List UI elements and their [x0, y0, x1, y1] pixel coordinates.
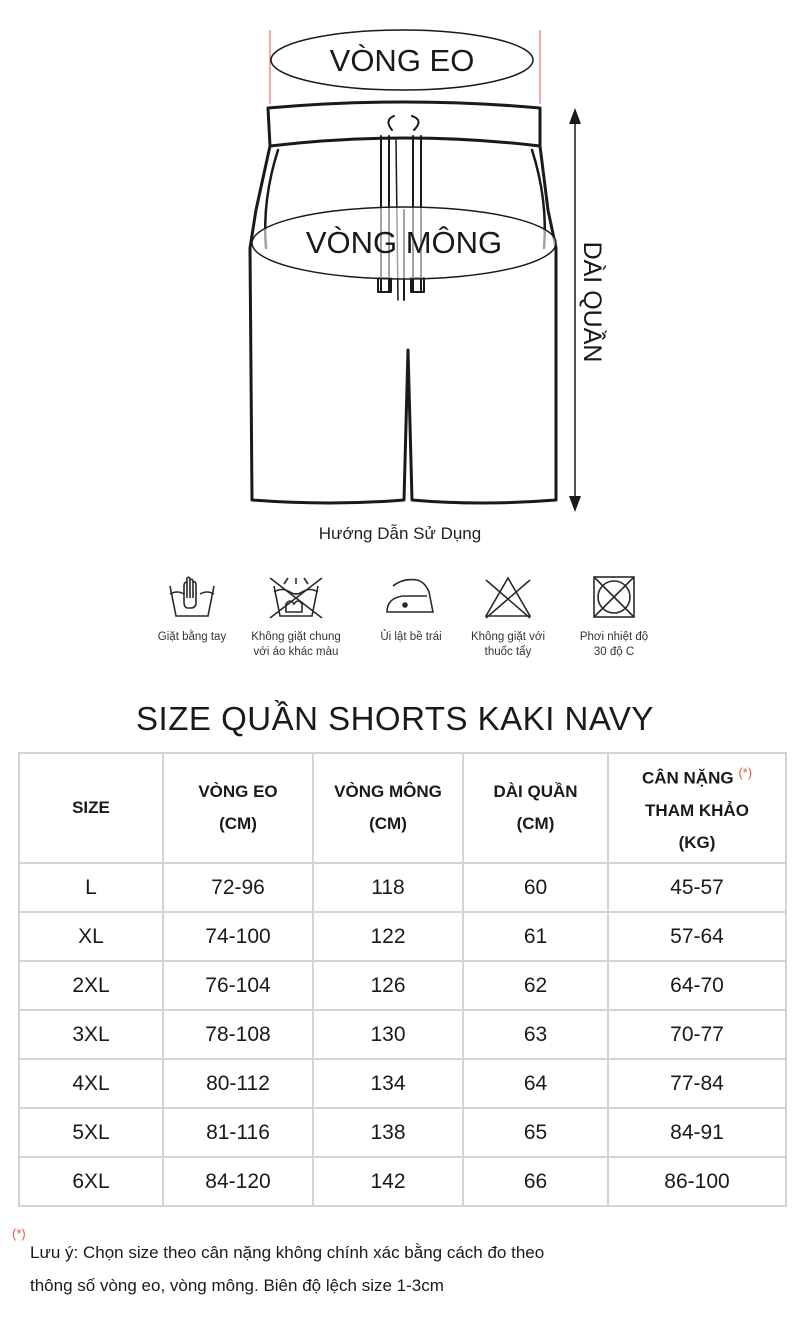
table-row [19, 961, 786, 1010]
care-label-line: Không giặt chung [251, 631, 341, 643]
header-length-unit: (CM) [516, 814, 555, 833]
care-item-no-bleach [448, 572, 568, 660]
cell-waist: 72-96 [163, 863, 313, 912]
cell-hip: 142 [313, 1157, 463, 1206]
tumble-dry-icon [589, 572, 639, 622]
header-waist-label: VÒNG EO [198, 782, 278, 801]
cell-length: 64 [463, 1059, 608, 1108]
care-label-line: Ủi lật bề trái [380, 631, 442, 643]
cell-hip: 130 [313, 1010, 463, 1059]
table-row [19, 1108, 786, 1157]
no-bleach-icon [480, 572, 536, 622]
no-mixed-wash-icon [266, 572, 326, 622]
cell-size: 5XL [19, 1108, 163, 1157]
header-hip [313, 753, 463, 863]
cell-waist: 81-116 [163, 1108, 313, 1157]
care-label-line: Giặt bằng tay [157, 631, 227, 643]
cell-hip: 126 [313, 961, 463, 1010]
cell-size: 6XL [19, 1157, 163, 1206]
table-row [19, 1059, 786, 1108]
iron-icon [383, 572, 439, 622]
header-size-label: SIZE [72, 798, 110, 817]
care-label-line: Phơi nhiệt độ [579, 631, 649, 643]
note-line: Lưu ý: Chọn size theo cân nặng không chính xác bằng cách đo theo [30, 1243, 545, 1262]
length-measurement [569, 108, 607, 512]
cell-weight: 77-84 [608, 1059, 786, 1108]
hand-wash-icon [167, 572, 217, 622]
table-row [19, 1157, 786, 1206]
size-chart-title: SIZE QUẦN SHORTS KAKI NAVY [136, 700, 654, 737]
cell-weight: 64-70 [608, 961, 786, 1010]
header-weight [608, 753, 786, 863]
table-row [19, 1010, 786, 1059]
header-weight-unit: (KG) [678, 832, 716, 852]
table-row [19, 863, 786, 912]
cell-waist: 76-104 [163, 961, 313, 1010]
care-label-line: với áo khác màu [253, 646, 339, 658]
care-item-hand-wash [132, 572, 252, 645]
hip-measurement [252, 207, 556, 279]
size-table-header-row [19, 753, 786, 863]
cell-size: 3XL [19, 1010, 163, 1059]
cell-size: 4XL [19, 1059, 163, 1108]
header-length [463, 753, 608, 863]
cell-hip: 138 [313, 1108, 463, 1157]
care-guide-title: Hướng Dẫn Sử Dụng [318, 524, 482, 543]
header-weight-label-2: THAM KHẢO [645, 800, 749, 820]
hip-label: VÒNG MÔNG [305, 225, 503, 260]
cell-waist: 80-112 [163, 1059, 313, 1108]
cell-length: 60 [463, 863, 608, 912]
table-row [19, 912, 786, 961]
header-hip-label: VÒNG MÔNG [334, 782, 442, 801]
care-label-line: 30 độ C [593, 646, 635, 658]
care-item-no-mixed-wash [236, 572, 356, 660]
cell-weight: 86-100 [608, 1157, 786, 1206]
cell-waist: 74-100 [163, 912, 313, 961]
size-note [30, 1236, 750, 1302]
note-mark: (*) [12, 1226, 26, 1241]
cell-hip: 118 [313, 863, 463, 912]
waist-label: VÒNG EO [329, 43, 475, 78]
waist-measurement [270, 30, 540, 104]
note-line: thông số vòng eo, vòng mông. Biên độ lệch size 1-3cm [30, 1276, 444, 1295]
cell-weight: 45-57 [608, 863, 786, 912]
care-label-line: Không giặt với [470, 631, 546, 643]
shorts-measurement-diagram [0, 0, 800, 520]
cell-length: 66 [463, 1157, 608, 1206]
header-length-label: DÀI QUẦN [493, 782, 578, 801]
care-label-line: thuốc tẩy [484, 646, 532, 658]
cell-length: 65 [463, 1108, 608, 1157]
cell-size: L [19, 863, 163, 912]
length-label: DÀI QUẦN [578, 241, 606, 363]
header-waist-unit: (CM) [219, 814, 257, 833]
cell-length: 62 [463, 961, 608, 1010]
cell-size: XL [19, 912, 163, 961]
cell-weight: 84-91 [608, 1108, 786, 1157]
cell-waist: 78-108 [163, 1010, 313, 1059]
cell-waist: 84-120 [163, 1157, 313, 1206]
care-instructions [0, 572, 800, 682]
cell-length: 61 [463, 912, 608, 961]
header-waist [163, 753, 313, 863]
size-table [18, 752, 787, 1207]
size-table-wrapper [18, 752, 785, 1207]
cell-hip: 134 [313, 1059, 463, 1108]
cell-hip: 122 [313, 912, 463, 961]
header-weight-label: CÂN NẶNG [641, 768, 734, 788]
cell-length: 63 [463, 1010, 608, 1059]
header-weight-mark: (*) [738, 765, 753, 781]
header-hip-unit: (CM) [369, 814, 407, 833]
care-item-tumble-dry [554, 572, 674, 660]
cell-weight: 70-77 [608, 1010, 786, 1059]
size-table-body [19, 863, 786, 1206]
cell-weight: 57-64 [608, 912, 786, 961]
cell-size: 2XL [19, 961, 163, 1010]
header-size [19, 753, 163, 863]
